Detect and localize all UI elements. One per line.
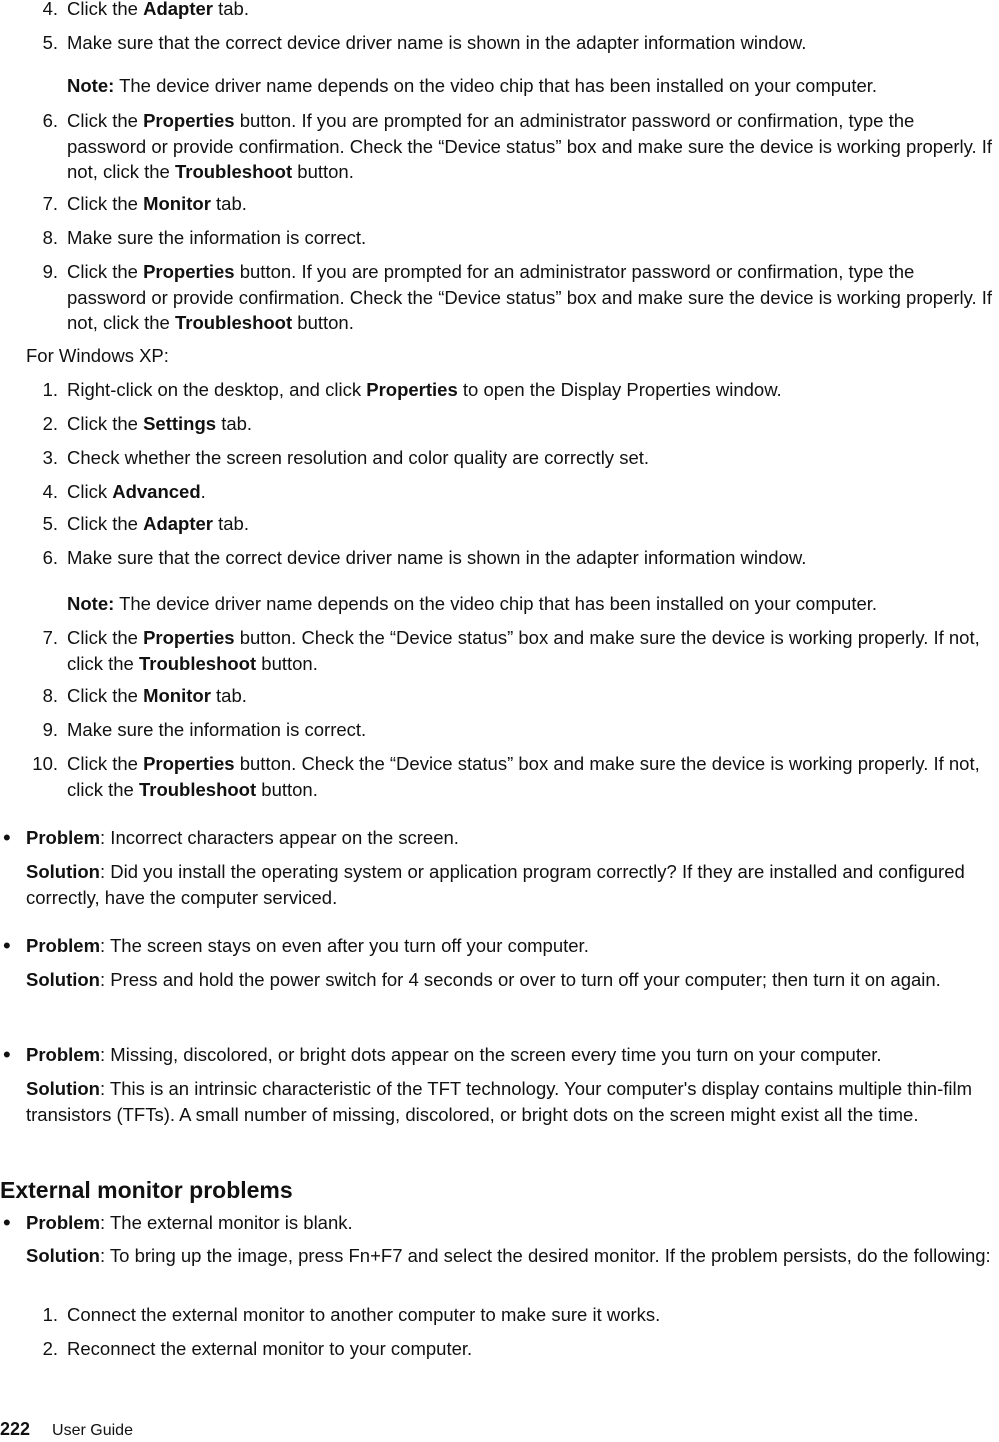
step-text: Click Advanced. <box>67 481 206 502</box>
bullet-icon: • <box>3 1210 11 1235</box>
solution-text: Solution: This is an intrinsic characteristic of the TFT technology. Your computer's display contains multiple thin-film transistors (TFTs). A small number of missing, discolored, or bright dots on the screen might exist all the time. <box>26 1078 973 1125</box>
bullet-icon: • <box>3 933 11 958</box>
step-text: Right-click on the desktop, and click Properties to open the Display Properties window. <box>67 379 782 400</box>
step-text: Click the Properties button. If you are prompted for an administrator password or confirmation, type the password or provide confirmation. Check the “Device status” box and make sure the device is working properly. If not, click the Troubleshoot button. <box>67 110 993 182</box>
solution-text: Solution: Press and hold the power switch for 4 seconds or over to turn off your computer; then turn it on again. <box>26 969 941 990</box>
step-text: Check whether the screen resolution and color quality are correctly set. <box>67 447 650 468</box>
step-text: Make sure that the correct device driver name is shown in the adapter information window. <box>67 32 807 53</box>
step-text: Click the Adapter tab. <box>67 0 249 19</box>
step-text: Click the Monitor tab. <box>67 685 247 706</box>
bullet-icon: • <box>3 1042 11 1067</box>
section-heading: External monitor problems <box>0 1177 293 1203</box>
step-text: Click the Properties button. Check the “Device status” box and make sure the device is working properly. If not, click the Troubleshoot button. <box>67 627 980 674</box>
page-number: 222 <box>0 1419 31 1439</box>
page-footer <box>0 1418 133 1442</box>
note: Note: The device driver name depends on the video chip that has been installed on your computer. <box>67 593 878 614</box>
step-text: Make sure the information is correct. <box>67 227 367 248</box>
solution-text: Solution: To bring up the image, press Fn+F7 and select the desired monitor. If the problem persists, do the following: <box>26 1245 991 1266</box>
windows-xp-label: For Windows XP: <box>26 345 169 366</box>
solution-text: Solution: Did you install the operating system or application program correctly? If they are installed and configured correctly, have the computer serviced. <box>26 861 965 908</box>
step-text: Click the Properties button. If you are prompted for an administrator password or confirmation, type the password or provide confirmation. Check the “Device status” box and make sure the device is working properly. If not, click the Troubleshoot button. <box>67 261 993 333</box>
step-text: Make sure that the correct device driver name is shown in the adapter information window. <box>67 547 807 568</box>
step-text: Click the Adapter tab. <box>67 513 249 534</box>
step-text: Make sure the information is correct. <box>67 719 367 740</box>
step-text: Click the Properties button. Check the “Device status” box and make sure the device is working properly. If not, click the Troubleshoot button. <box>67 753 980 800</box>
bullet-icon: • <box>3 825 11 850</box>
footer-title: User Guide <box>52 1422 133 1439</box>
note: Note: The device driver name depends on the video chip that has been installed on your computer. <box>67 75 878 96</box>
step-text: Click the Monitor tab. <box>67 193 247 214</box>
step-text: Click the Settings tab. <box>67 413 253 434</box>
